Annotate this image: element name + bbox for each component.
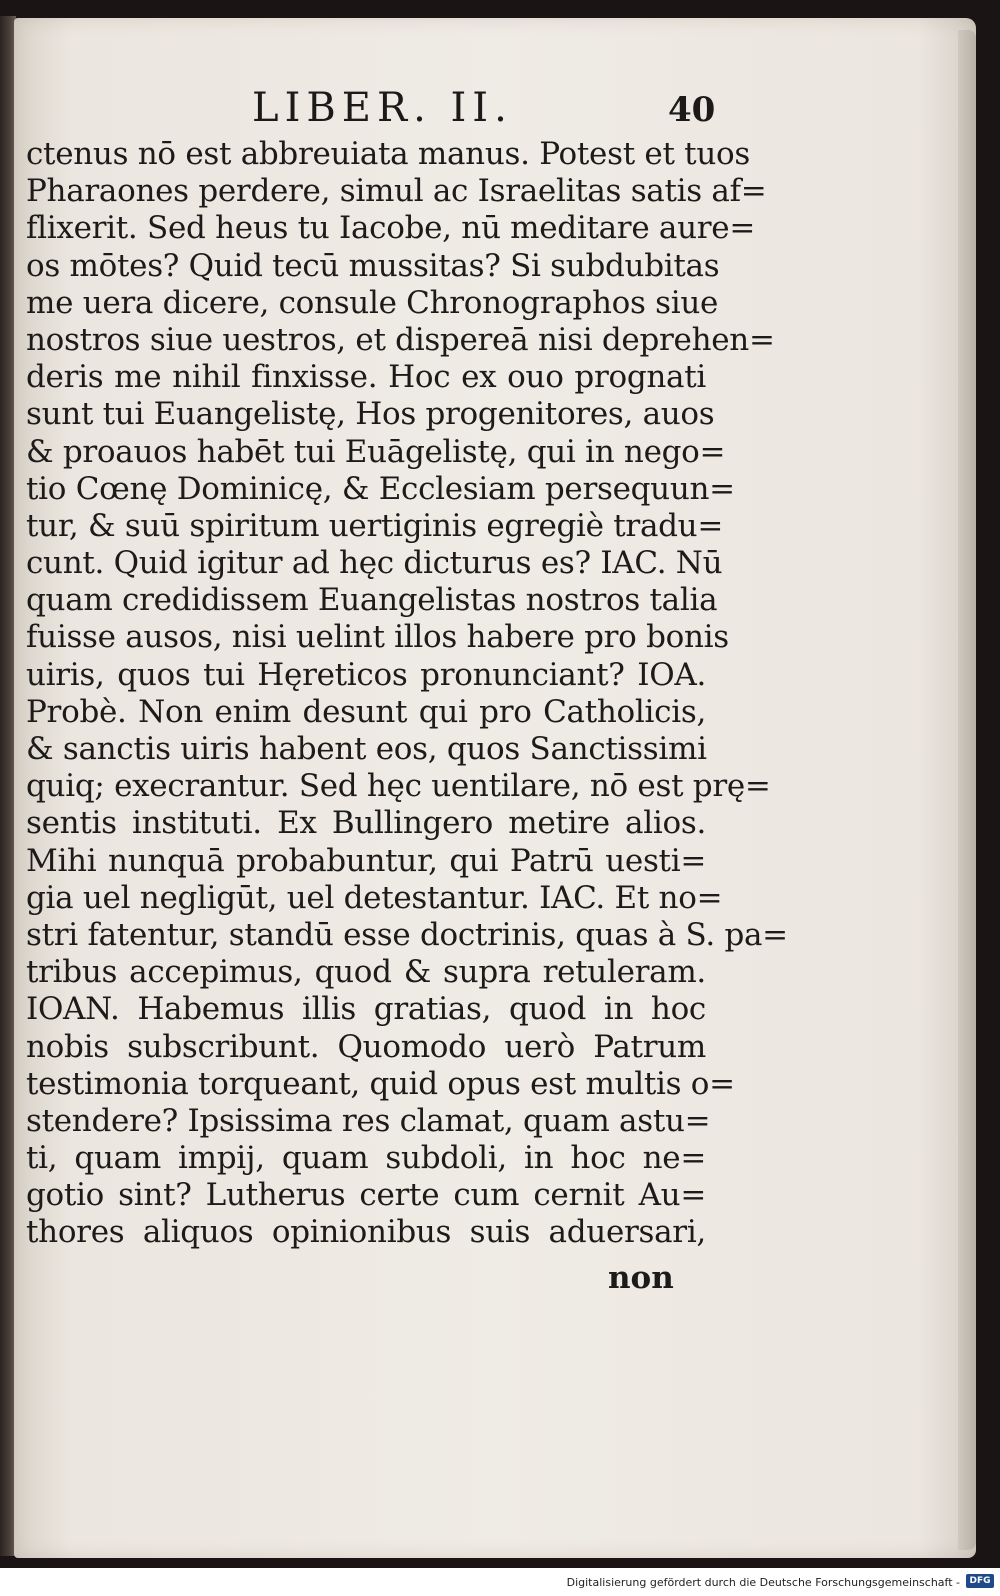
text-line: Mihi nunquā probabuntur, qui Patrū uesti= [26,842,706,879]
text-line: gia uel negligūt, uel detestantur. IAC. Et no= [26,879,723,916]
text-line: ctenus nō est abbreuiata manus. Potest et tuos [26,136,750,172]
body-text [26,136,788,1252]
text-line: & proauos habēt tui Euāgelistę, qui in nego= [26,433,726,470]
catchword: non [608,1260,674,1296]
text-line: nostros siue uestros, et dispereā nisi deprehen= [26,321,775,358]
text-line: os mōtes? Quid tecū mussitas? Si subdubitas [26,247,720,284]
text-line: sunt tui Euangelistę, Hos progenitores, auos [26,396,715,433]
text-line: cunt. Quid igitur ad hęc dicturus es? IAC. Nū [26,545,723,582]
text-line: tur, & suū spiritum uertiginis egregiè tradu= [26,507,724,544]
text-line: stendere? Ipsissima res clamat, quam astu= [26,1102,711,1139]
text-line: nobis subscribunt. Quomodo uerò Patrum [26,1028,706,1065]
text-line: thores aliquos opinionibus suis aduersari, [26,1214,706,1251]
text-line: Pharaones perdere, simul ac Israelitas satis af= [26,173,767,210]
dfg-logo: DFG [966,1574,994,1588]
page-header [230,84,730,132]
text-line: tribus accepimus, quod & supra retuleram. [26,954,706,991]
text-line: tio Cœnę Dominicę, & Ecclesiam persequun= [26,470,735,507]
text-line: uiris, quos tui Hęreticos pronunciant? IOA. [26,656,706,693]
text-line: fuisse ausos, nisi uelint illos habere pro bonis [26,619,729,656]
running-head: LIBER. II. [252,85,513,131]
funding-credit: Digitalisierung gefördert durch die Deutsche Forschungsgemeinschaft - [566,1576,960,1589]
text-line: flixerit. Sed heus tu Iacobe, nū meditare aure= [26,210,756,247]
footer-bar [0,1568,1000,1596]
text-line: Probè. Non enim desunt qui pro Catholicis, [26,693,706,730]
text-line: me uera dicere, consule Chronographos siue [26,284,719,321]
text-line: & sanctis uiris habent eos, quos Sanctissimi [26,731,707,767]
folio-number: 40 [668,90,716,130]
text-line: deris me nihil finxisse. Hoc ex ouo prognati [26,359,706,396]
text-line: quam credidissem Euangelistas nostros talia [26,582,718,619]
text-line: testimonia torqueant, quid opus est multis o= [26,1065,735,1102]
text-line: gotio sint? Lutherus certe cum cernit Au= [26,1177,706,1214]
text-line: IOAN. Habemus illis gratias, quod in hoc [26,991,706,1028]
text-line: stri fatentur, standū esse doctrinis, quas à S. pa= [26,916,788,953]
text-line: sentis instituti. Ex Bullingero metire alios. [26,805,706,842]
page-edge [958,30,976,1550]
text-line: ti, quam impij, quam subdoli, in hoc ne= [26,1140,706,1177]
text-line: quiq; execrantur. Sed hęc uentilare, nō est prę= [26,768,771,805]
